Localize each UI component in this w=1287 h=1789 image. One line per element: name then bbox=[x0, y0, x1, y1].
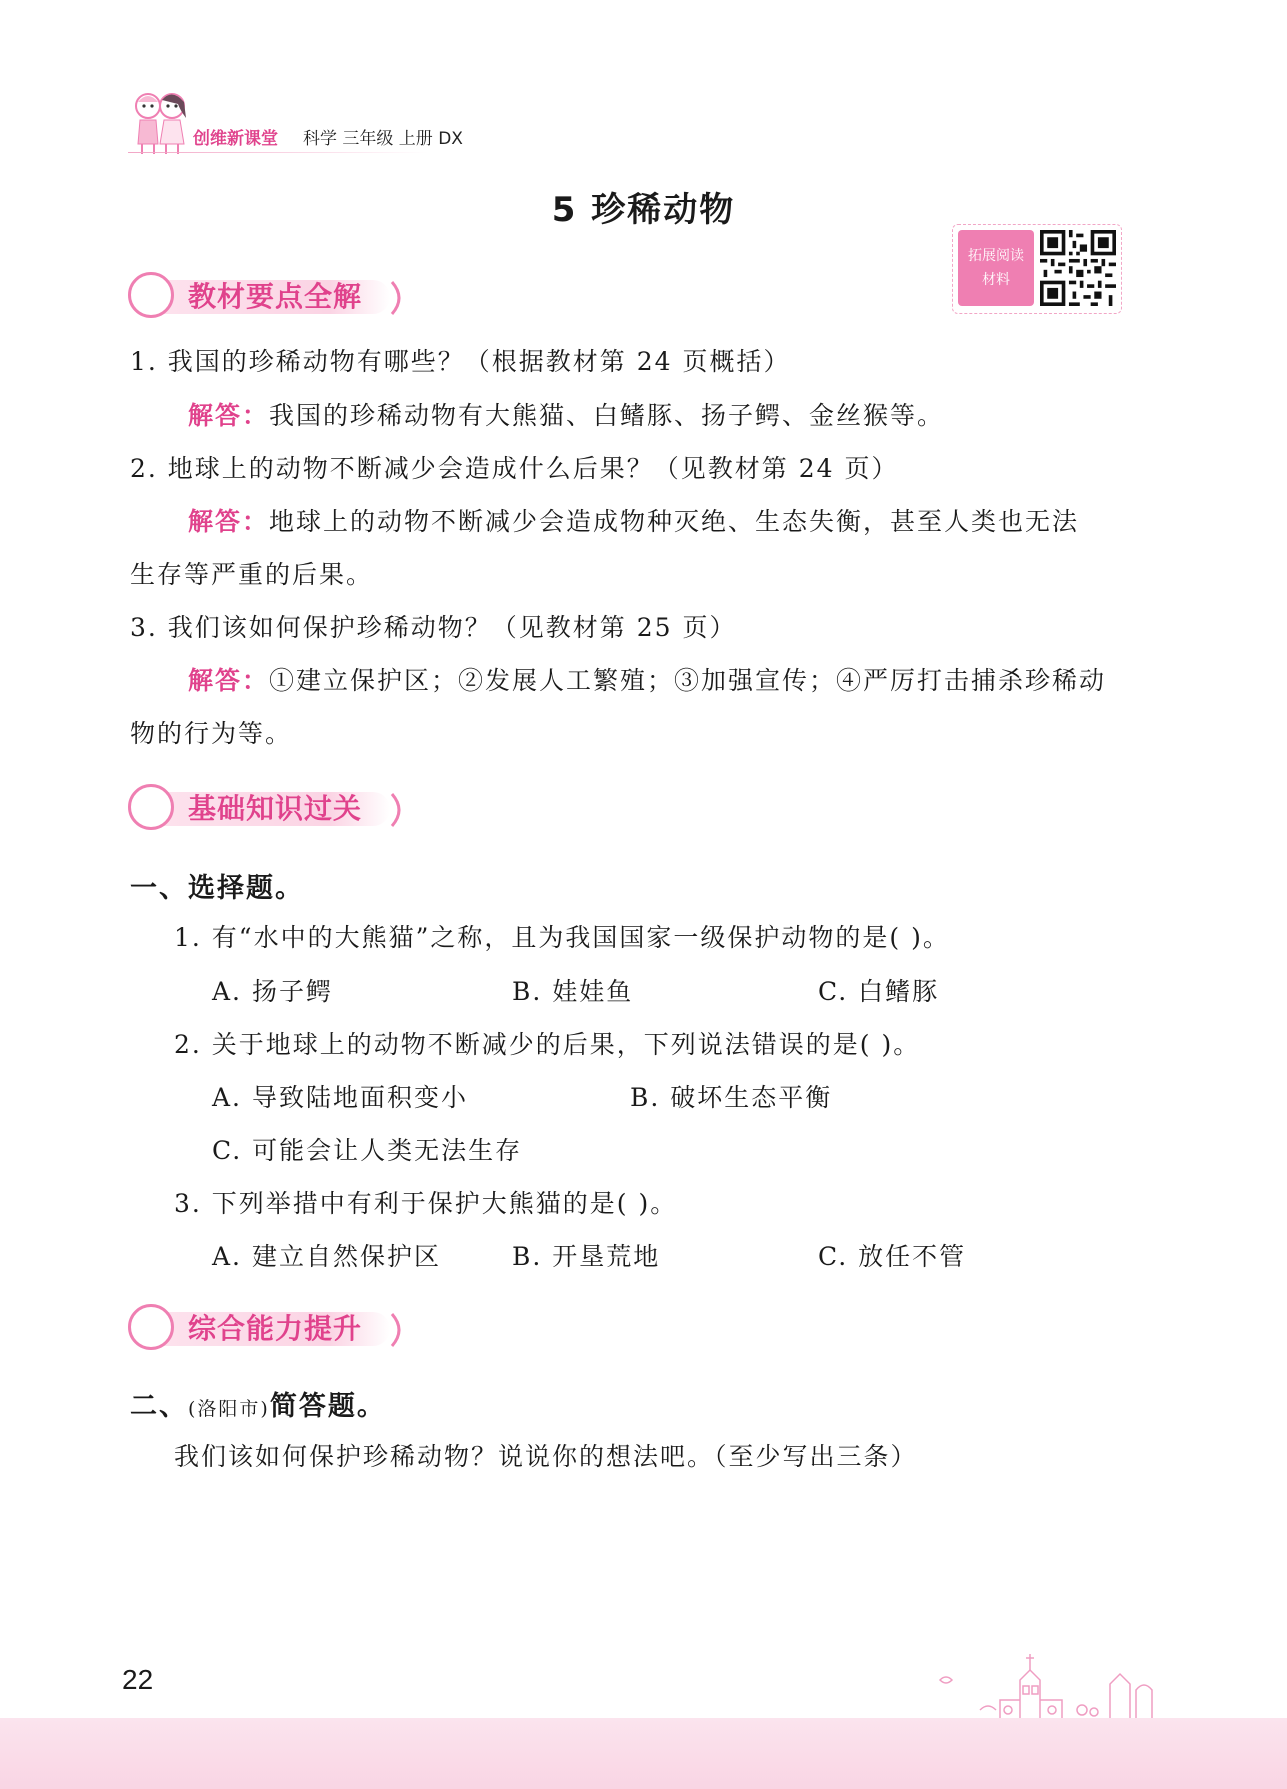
section-heading: 教材要点全解 bbox=[188, 280, 363, 313]
question-source: (洛阳市) bbox=[188, 1398, 270, 1420]
heading-prefix: 二、 bbox=[130, 1391, 188, 1422]
answer-label: 解答： bbox=[188, 507, 270, 536]
choice-question-stem: 3. 下列举措中有利于保护大熊猫的是( )。 bbox=[174, 1189, 678, 1218]
answer-line bbox=[188, 396, 944, 432]
qr-label bbox=[958, 230, 1034, 306]
answer-continuation: 物的行为等。 bbox=[130, 719, 293, 748]
castle-decoration-icon bbox=[880, 1640, 1180, 1720]
choice-option: A. 导致陆地面积变小 bbox=[212, 1083, 468, 1112]
section-heading: 综合能力提升 bbox=[188, 1312, 363, 1345]
qr-code-icon[interactable] bbox=[1040, 230, 1116, 306]
brand-mascot-icon bbox=[128, 84, 192, 156]
choice-option: B. 娃娃鱼 bbox=[512, 977, 634, 1006]
section-banner-key-points bbox=[128, 268, 408, 322]
question-text: 2. 地球上的动物不断减少会造成什么后果？（见教材第 24 页） bbox=[130, 454, 899, 483]
choice-option: A. 扬子鳄 bbox=[212, 977, 333, 1006]
answer-text: 我国的珍稀动物有大熊猫、白鳍豚、扬子鳄、金丝猴等。 bbox=[269, 401, 945, 430]
mascot-avatar-icon bbox=[128, 784, 174, 830]
banner-swoosh-icon bbox=[390, 790, 408, 830]
answer-label: 解答： bbox=[188, 666, 270, 695]
section-banner-basic bbox=[128, 780, 408, 834]
brand-name: 创维新课堂 bbox=[193, 129, 278, 149]
answer-continuation: 生存等严重的后果。 bbox=[130, 560, 374, 589]
answer-label: 解答： bbox=[188, 401, 270, 430]
qr-label-line1: 拓展阅读 bbox=[968, 248, 1024, 264]
short-answer-question: 我们该如何保护珍稀动物？说说你的想法吧。（至少写出三条） bbox=[174, 1442, 918, 1471]
answer-text: ①建立保护区；②发展人工繁殖；③加强宣传；④严厉打击捕杀珍稀动 bbox=[269, 666, 1107, 695]
mascot-avatar-icon bbox=[128, 272, 174, 318]
banner-swoosh-icon bbox=[390, 278, 408, 318]
lesson-title: 5 珍稀动物 bbox=[551, 190, 736, 230]
section-banner-advanced bbox=[128, 1300, 408, 1354]
short-answer-heading bbox=[130, 1384, 386, 1423]
choice-option: C. 白鳍豚 bbox=[818, 977, 940, 1006]
question-text: 1. 我国的珍稀动物有哪些？（根据教材第 24 页概括） bbox=[130, 347, 791, 376]
choice-heading: 一、选择题。 bbox=[130, 873, 304, 904]
banner-swoosh-icon bbox=[390, 1310, 408, 1350]
qr-label-line2: 材料 bbox=[982, 272, 1010, 288]
footer-band bbox=[0, 1718, 1287, 1789]
book-info: 科学 三年级 上册 DX bbox=[303, 129, 463, 149]
choice-question-stem: 1. 有“水中的大熊猫”之称，且为我国国家一级保护动物的是( )。 bbox=[174, 923, 950, 952]
answer-text: 地球上的动物不断减少会造成物种灭绝、生态失衡，甚至人类也无法 bbox=[269, 507, 1080, 536]
choice-option: A. 建立自然保护区 bbox=[212, 1242, 441, 1271]
section-heading: 基础知识过关 bbox=[188, 792, 363, 825]
answer-line bbox=[188, 502, 1079, 538]
choice-option: B. 破坏生态平衡 bbox=[630, 1083, 833, 1112]
choice-option: C. 可能会让人类无法生存 bbox=[212, 1136, 523, 1165]
choice-question-stem: 2. 关于地球上的动物不断减少的后果，下列说法错误的是( )。 bbox=[174, 1030, 921, 1059]
header-divider bbox=[128, 152, 428, 153]
page-number: 22 bbox=[122, 1664, 154, 1695]
choice-option: C. 放任不管 bbox=[818, 1242, 967, 1271]
choice-option: B. 开垦荒地 bbox=[512, 1242, 661, 1271]
mascot-avatar-icon bbox=[128, 1304, 174, 1350]
answer-line bbox=[188, 661, 1106, 697]
question-text: 3. 我们该如何保护珍稀动物？（见教材第 25 页） bbox=[130, 613, 737, 642]
heading-suffix: 简答题。 bbox=[269, 1391, 386, 1422]
